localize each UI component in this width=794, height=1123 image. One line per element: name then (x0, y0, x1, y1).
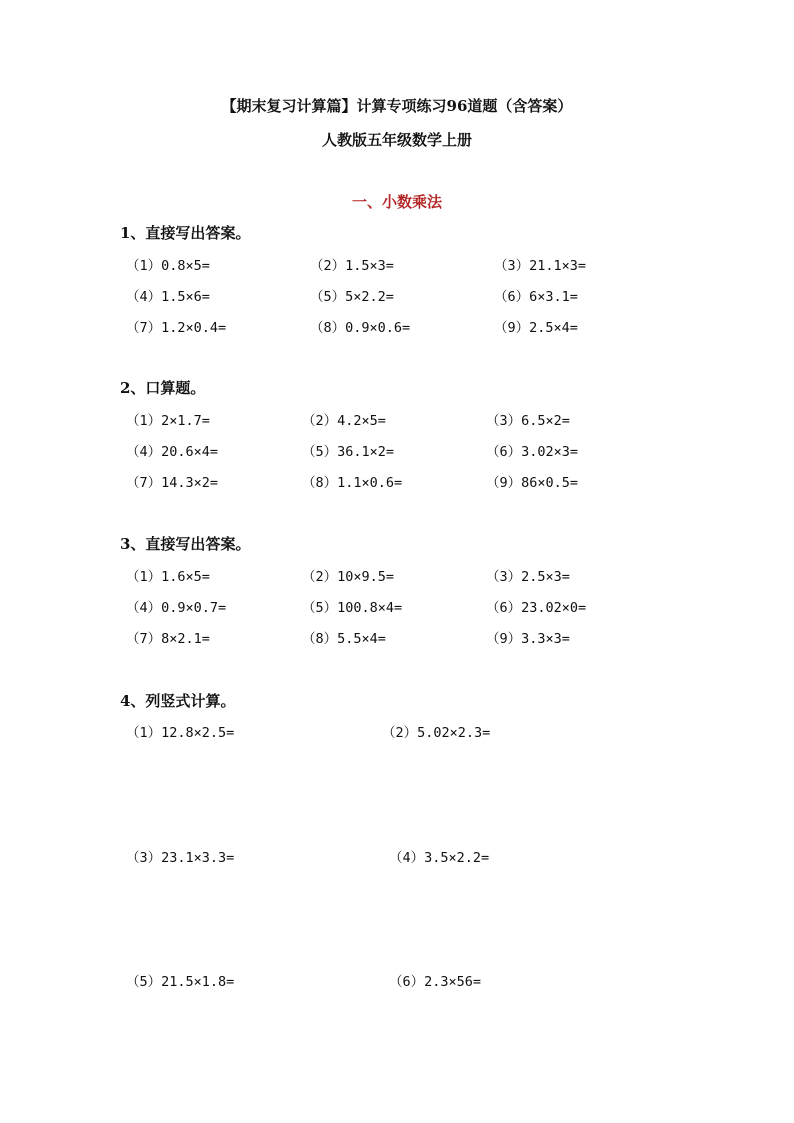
question-2-item: （2）4.2×5= (302, 413, 386, 429)
question-2-item: （6）3.02×3= (486, 444, 579, 460)
question-1-item: （4）1.5×6= (126, 289, 210, 305)
question-1-item: （2）1.5×3= (310, 258, 394, 274)
question-2-item: （1）2×1.7= (126, 413, 210, 429)
question-3-item: （7）8×2.1= (126, 631, 210, 647)
question-1-item: （7）1.2×0.4= (126, 320, 227, 336)
question-1-item: （3）21.1×3= (494, 258, 587, 274)
question-3-item: （1）1.6×5= (126, 569, 210, 585)
question-1-heading: 1、直接写出答案。 (120, 224, 251, 242)
question-3-item: （4）0.9×0.7= (126, 600, 227, 616)
question-4-item: （3）23.1×3.3= (126, 850, 235, 866)
question-2-item: （3）6.5×2= (486, 413, 570, 429)
question-3-item: （9）3.3×3= (486, 631, 570, 647)
question-4-item: （4）3.5×2.2= (389, 850, 490, 866)
question-3-item: （2）10×9.5= (302, 569, 395, 585)
document-title: 【期末复习计算篇】计算专项练习96道题（含答案） (221, 97, 573, 115)
question-3-item: （6）23.02×0= (486, 600, 587, 616)
question-2-item: （5）36.1×2= (302, 444, 395, 460)
section-heading: 一、小数乘法 (351, 193, 442, 211)
question-4-heading: 4、列竖式计算。 (120, 692, 236, 710)
question-2-item: （8）1.1×0.6= (302, 475, 403, 491)
question-2-heading: 2、口算题。 (120, 379, 206, 397)
question-2-item: （7）14.3×2= (126, 475, 219, 491)
question-3-heading: 3、直接写出答案。 (120, 535, 251, 553)
question-1-item: （1）0.8×5= (126, 258, 210, 274)
document-subtitle: 人教版五年级数学上册 (321, 131, 472, 149)
question-3-item: （5）100.8×4= (302, 600, 403, 616)
question-1-item: （9）2.5×4= (494, 320, 578, 336)
question-1-item: （8）0.9×0.6= (310, 320, 411, 336)
question-2-item: （9）86×0.5= (486, 475, 579, 491)
question-4-item: （5）21.5×1.8= (126, 974, 235, 990)
question-2-item: （4）20.6×4= (126, 444, 219, 460)
question-3-item: （8）5.5×4= (302, 631, 386, 647)
question-4-item: （6）2.3×56= (389, 974, 482, 990)
question-3-item: （3）2.5×3= (486, 569, 570, 585)
question-1-item: （6）6×3.1= (494, 289, 578, 305)
question-4-item: （2）5.02×2.3= (382, 725, 491, 741)
question-4-item: （1）12.8×2.5= (126, 725, 235, 741)
question-1-item: （5）5×2.2= (310, 289, 394, 305)
